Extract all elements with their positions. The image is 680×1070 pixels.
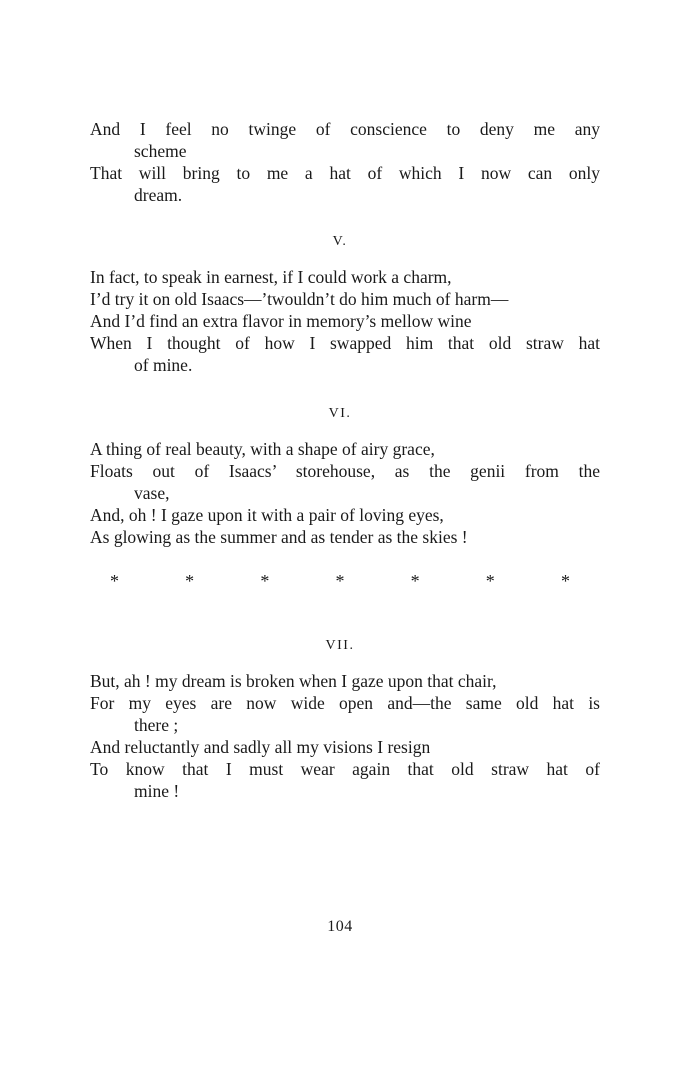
poem-line: A thing of real beauty, with a shape of airy grace, xyxy=(90,439,435,459)
poem-line: As glowing as the summer and as tender as the skies ! xyxy=(90,527,468,547)
poem-line: But, ah ! my dream is broken when I gaze upon that chair, xyxy=(90,671,497,691)
separator-star: * xyxy=(410,571,420,591)
separator-star: * xyxy=(260,571,270,591)
poem-line: Floats out of Isaacs’ storehouse, as the genii from the xyxy=(90,461,600,481)
poem-line: And reluctantly and sadly all my visions I resign xyxy=(90,737,431,757)
star-separator xyxy=(110,570,570,592)
poem-line: That will bring to me a hat of which I now can only xyxy=(90,163,600,183)
separator-star: * xyxy=(485,571,495,591)
poem-line: there ; xyxy=(134,715,179,735)
stanza-iv-continued xyxy=(90,118,600,206)
separator-star: * xyxy=(110,571,119,591)
separator-star: * xyxy=(560,571,570,591)
separator-star: * xyxy=(185,571,195,591)
poem-line: In fact, to speak in earnest, if I could work a charm, xyxy=(90,267,452,287)
poem-line: And, oh ! I gaze upon it with a pair of loving eyes, xyxy=(90,505,444,525)
poem-line: of mine. xyxy=(134,355,193,375)
poem-line: And I feel no twinge of conscience to deny me any xyxy=(90,119,600,139)
poem-line: I’d try it on old Isaacs—’twouldn’t do him much of harm— xyxy=(90,289,509,309)
stanza-vii xyxy=(90,670,600,802)
stanza-vii-heading: VII. xyxy=(325,638,355,653)
poem-line: dream. xyxy=(134,185,183,205)
poem-line: And I’d find an extra flavor in memory’s mellow wine xyxy=(90,311,472,331)
stanza-v xyxy=(90,266,600,376)
poem-line: mine ! xyxy=(134,781,180,801)
poem-line: vase, xyxy=(134,483,170,503)
page-number: 104 xyxy=(327,918,353,935)
stanza-vi xyxy=(90,438,600,548)
poem-line: When I thought of how I swapped him that old straw hat xyxy=(90,333,600,353)
poem-line: For my eyes are now wide open and—the same old hat is xyxy=(90,693,600,713)
poem-line: scheme xyxy=(134,141,187,161)
stanza-vi-heading: VI. xyxy=(328,406,352,421)
separator-star: * xyxy=(335,571,345,591)
stanza-v-heading: V. xyxy=(332,234,348,249)
poem-line: To know that I must wear again that old straw hat of xyxy=(90,759,600,779)
